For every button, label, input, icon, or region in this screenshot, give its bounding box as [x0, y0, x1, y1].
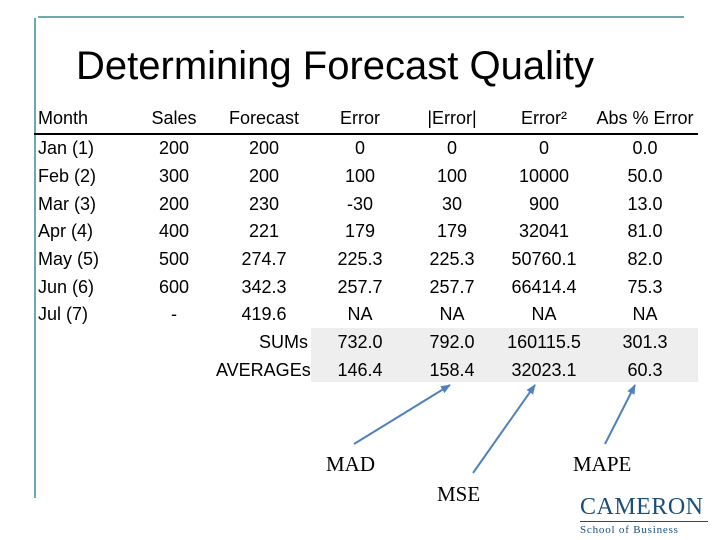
forecast-table-area: [34, 100, 698, 390]
sums-row: [34, 329, 698, 357]
cell-sales: 300: [158, 166, 190, 187]
averages-label: AVERAGEs: [216, 359, 311, 380]
cell-month: May (5): [38, 249, 100, 270]
header-abs-pct-error: Abs % Error: [592, 104, 698, 134]
header-squared-error: Error²: [496, 104, 592, 134]
cell-forecast: 200: [248, 138, 280, 159]
table-row: [34, 301, 698, 329]
frame-top-rule: [38, 16, 684, 18]
mape-arrow: [605, 385, 635, 444]
cameron-logo: [580, 495, 716, 535]
cell-abs-pct-error: 82.0: [627, 249, 663, 270]
mse-label: MSE: [437, 482, 481, 506]
cell-month: Apr (4): [38, 221, 94, 242]
avg-abs-error: 158.4: [429, 359, 475, 380]
avg-abs-pct-error: 60.3: [627, 359, 663, 380]
logo-name: CAMERON: [580, 494, 704, 520]
header-error: Error: [312, 104, 408, 134]
cell-abs-error: 100: [436, 166, 468, 187]
cell-forecast: 200: [248, 166, 280, 187]
cell-abs-pct-error: 75.3: [627, 276, 663, 297]
header-abs-error: |Error|: [408, 104, 496, 134]
cell-sales: -: [171, 304, 177, 325]
cell-abs-error: 225.3: [429, 249, 475, 270]
sum-error: 732.0: [337, 332, 383, 353]
table-header-row: [34, 104, 698, 134]
header-forecast: Forecast: [216, 104, 312, 134]
cell-forecast: 274.7: [241, 249, 287, 270]
averages-row: [34, 357, 698, 385]
cell-sales: 400: [158, 221, 190, 242]
logo-subtitle: School of Business: [580, 524, 679, 536]
cell-abs-error: NA: [439, 304, 465, 325]
cell-forecast: 419.6: [241, 304, 287, 325]
mape-label: MAPE: [573, 452, 632, 476]
cell-error: 225.3: [337, 249, 383, 270]
avg-error: 146.4: [337, 359, 383, 380]
cell-squared-error: 10000: [518, 166, 570, 187]
cell-error: 257.7: [337, 276, 383, 297]
mad-arrow: [354, 385, 450, 444]
cell-abs-error: 257.7: [429, 276, 475, 297]
table-row: [34, 163, 698, 191]
cell-month: Jun (6): [38, 276, 95, 297]
cell-sales: 200: [158, 138, 190, 159]
cell-abs-pct-error: 0.0: [632, 138, 658, 159]
avg-squared-error: 32023.1: [511, 359, 577, 380]
cell-abs-pct-error: NA: [632, 304, 658, 325]
cell-sales: 600: [158, 276, 190, 297]
mse-arrow: [473, 385, 535, 473]
cell-abs-pct-error: 81.0: [627, 221, 663, 242]
table-row: [34, 218, 698, 246]
header-sales: Sales: [132, 104, 216, 134]
cell-sales: 500: [158, 249, 190, 270]
sum-abs-error: 792.0: [429, 332, 475, 353]
slide-title: Determining Forecast Quality: [76, 44, 594, 88]
table-row: [34, 190, 698, 218]
table-row: [34, 273, 698, 301]
sums-label: SUMs: [259, 332, 308, 353]
cell-error: -30: [346, 193, 373, 214]
cell-squared-error: NA: [531, 304, 557, 325]
cell-error: 179: [344, 221, 376, 242]
cell-error: NA: [347, 304, 373, 325]
table-row: [34, 246, 698, 274]
cell-forecast: 230: [248, 193, 280, 214]
cell-error: 0: [354, 138, 365, 159]
table-row: [34, 134, 698, 163]
cell-squared-error: 900: [528, 193, 560, 214]
mad-label: MAD: [326, 452, 376, 476]
cell-abs-pct-error: 13.0: [627, 193, 663, 214]
cell-month: Mar (3): [38, 193, 96, 214]
cell-month: Feb (2): [38, 166, 97, 187]
cell-squared-error: 32041: [518, 221, 570, 242]
cell-squared-error: 66414.4: [511, 276, 577, 297]
cell-sales: 200: [158, 193, 190, 214]
sum-squared-error: 160115.5: [507, 332, 581, 353]
cell-error: 100: [344, 166, 376, 187]
cell-abs-pct-error: 50.0: [627, 166, 663, 187]
cell-squared-error: 50760.1: [511, 249, 577, 270]
cell-forecast: 221: [248, 221, 280, 242]
cell-abs-error: 0: [446, 138, 457, 159]
cell-month: Jul (7): [38, 304, 89, 325]
cell-month: Jan (1): [38, 138, 95, 159]
cell-forecast: 342.3: [241, 276, 287, 297]
cell-abs-error: 179: [436, 221, 468, 242]
forecast-table: [34, 104, 698, 384]
logo-divider: [580, 521, 708, 522]
sum-abs-pct-error: 301.3: [622, 332, 668, 353]
header-month: Month: [34, 104, 132, 134]
cell-abs-error: 30: [441, 193, 463, 214]
cell-squared-error: 0: [538, 138, 549, 159]
